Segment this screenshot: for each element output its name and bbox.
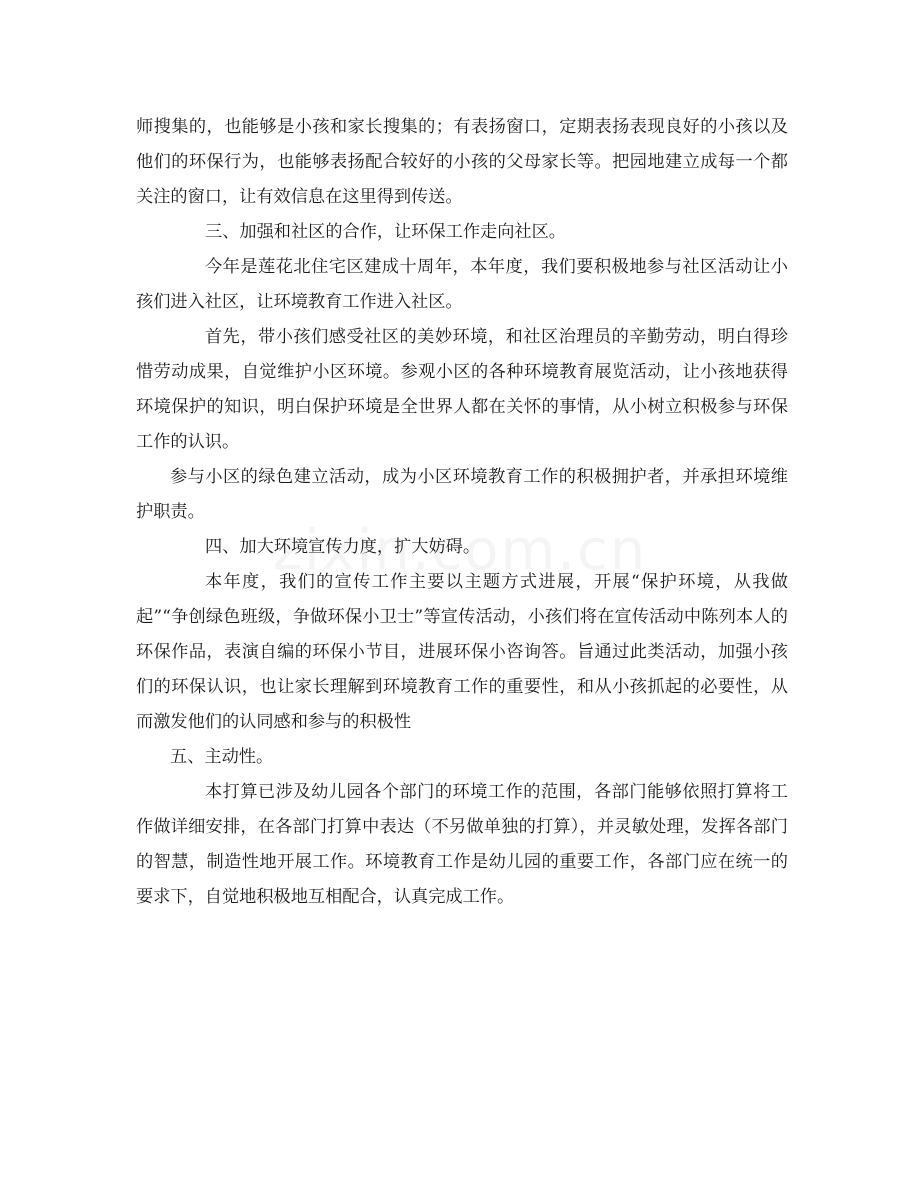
document-body (136, 110, 788, 915)
section-heading-4: 四、加大环境宣传力度，扩大妨碍。 (205, 537, 481, 557)
paragraph-continuation: 师搜集的，也能够是小孩和家长搜集的；有表扬窗口，定期表扬表现良好的小孩以及他们的环保行为，也能够表扬配合较好的小孩的父母家长等。把园地建立成每一个都关注的窗口，让有效信息在这里得到传送。 (136, 117, 788, 207)
section-heading-5: 五、主动性。 (170, 747, 274, 767)
paragraph: 参与小区的绿色建立活动，成为小区环境教育工作的积极拥护者，并承担环境维护职责。 (136, 467, 788, 522)
paragraph: 本年度，我们的宣传工作主要以主题方式进展，开展“保护环境，从我做起”“争创绿色班级，争做环保小卫士”等宣传活动，小孩们将在宣传活动中陈列本人的环保作品，表演自编的环保小节目，进展环保小咨询答。旨通过此类活动，加强小孩们的环保认识，也让家长理解到环境教育工作的重要性，和从小孩抓起的必要性，从而激发他们的认同感和参与的积极性 (136, 572, 788, 732)
paragraph: 首先，带小孩们感受社区的美妙环境，和社区治理员的辛勤劳动，明白得珍惜劳动成果，自觉维护小区环境。参观小区的各种环境教育展览活动，让小孩地获得环境保护的知识，明白保护环境是全世界人都在关怀的事情，从小树立积极参与环保工作的认识。 (136, 327, 788, 452)
paragraph: 今年是莲花北住宅区建成十周年，本年度，我们要积极地参与社区活动让小孩们进入社区，让环境教育工作进入社区。 (136, 257, 788, 312)
paragraph: 本打算已涉及幼儿园各个部门的环境工作的范围，各部门能够依照打算将工作做详细安排，在各部门打算中表达（不另做单独的打算），并灵敏处理，发挥各部门的智慧，制造性地开展工作。环境教育工作是幼儿园的重要工作，各部门应在统一的要求下，自觉地积极地互相配合，认真完成工作。 (136, 782, 788, 907)
section-heading-3: 三、加强和社区的合作，让环保工作走向社区。 (205, 222, 566, 242)
